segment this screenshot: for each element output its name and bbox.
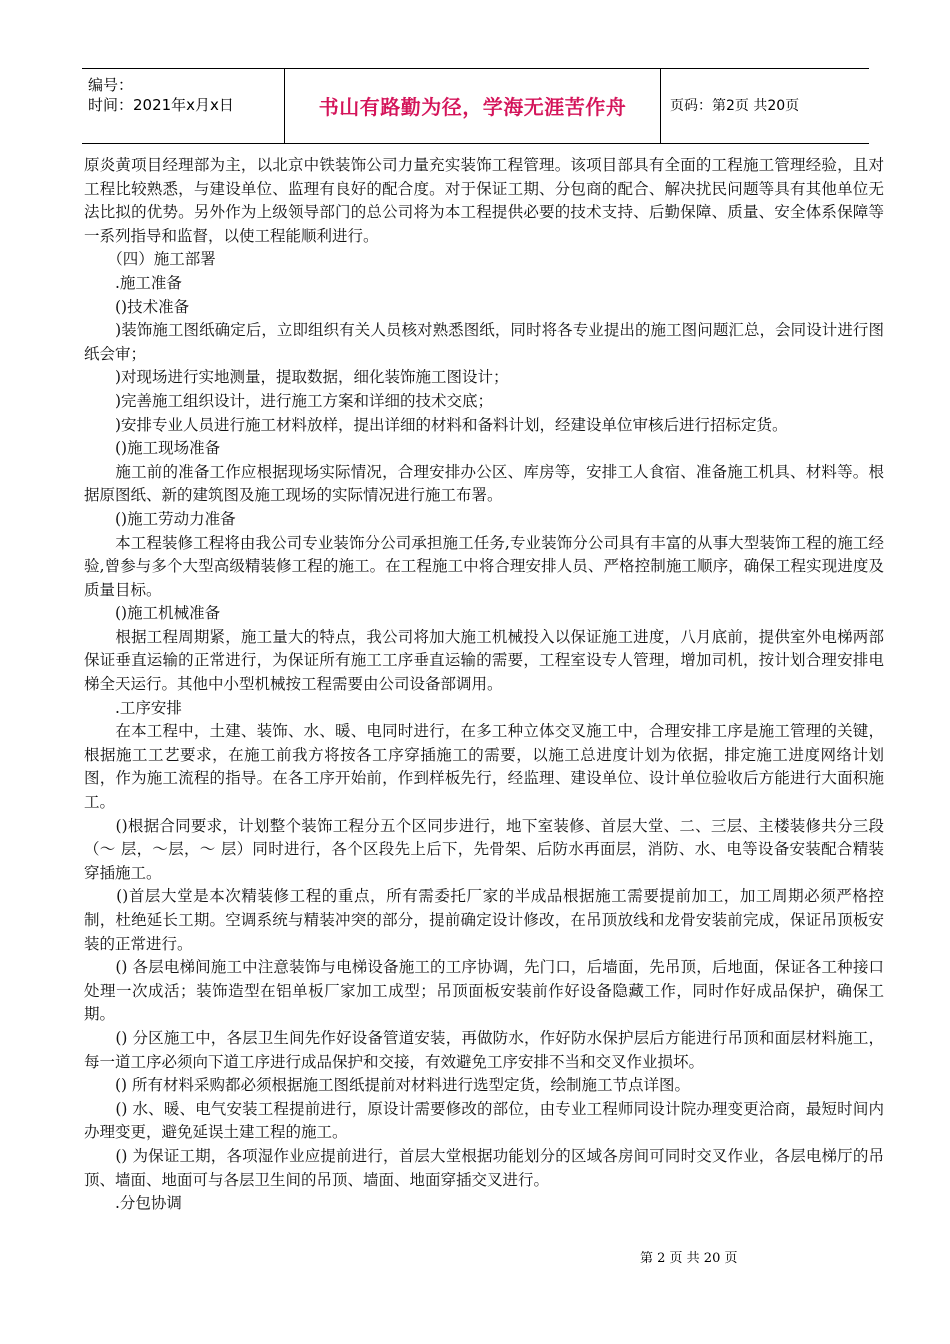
document-time-label: 时间：2021年x月x日 <box>88 96 234 114</box>
paragraph: () 为保证工期，各项湿作业应提前进行，首层大堂根据功能划分的区域各房间可同时交叉作业，各层电梯厅的吊顶、墙面、地面可与各层卫生间的吊顶、墙面、地面穿插交叉进行。 <box>84 1146 884 1189</box>
document-body <box>84 154 884 1216</box>
paragraph: 本工程装修工程将由我公司专业装饰分公司承担施工任务,专业装饰分公司具有丰富的从事大型装饰工程的施工经验,曾参与多个大型高级精装修工程的施工。在工程施工中将合理安排人员、严格控制施工顺序，确保工程实现进度及质量目标。 <box>84 533 884 599</box>
header-page-number: 页码：第2页 共20页 <box>670 98 800 114</box>
paragraph: () 分区施工中，各层卫生间先作好设备管道安装，再做防水，作好防水保护层后方能进行吊顶和面层材料施工，每一道工序必须向下道工序进行成品保护和交接，有效避免工序安排不当和交叉作业损坏。 <box>84 1028 884 1071</box>
paragraph: ()根据合同要求，计划整个装饰工程分五个区同步进行，地下室装修、首层大堂、二、三层、主楼装修共分三段（～ 层，～层，～ 层）同时进行，各个区段先上后下，先骨架、后防水再面层，消防、水、电等设备安装配合精装穿插施工。 <box>84 816 884 882</box>
header-meta <box>88 75 284 115</box>
page-header <box>82 68 869 144</box>
document-number-label: 编号： <box>88 76 134 94</box>
item-heading: ()技术准备 <box>84 297 190 316</box>
header-motto: 书山有路勤为径，学海无涯苦作舟 <box>318 95 627 119</box>
paragraph: () 所有材料采购都必须根据施工图纸提前对材料进行选型定货，绘制施工节点详图。 <box>84 1076 691 1095</box>
paragraph: 根据工程周期紧，施工量大的特点，我公司将加大施工机械投入以保证施工进度，八月底前，提供室外电梯两部保证垂直运输的正常进行，为保证所有施工工序垂直运输的需要，工程室设专人管理，增加司机，按计划合理安排电梯全天运行。其他中小型机械按工程需要由公司设备部调用。 <box>84 627 884 694</box>
page-footer: 第 2 页 共 20 页 <box>640 1251 738 1266</box>
subsection-heading: .施工准备 <box>84 273 182 292</box>
paragraph: )完善施工组织设计，进行施工方案和详细的技术交底； <box>84 391 494 410</box>
item-heading: ()施工现场准备 <box>84 439 221 458</box>
paragraph: )安排专业人员进行施工材料放样，提出详细的材料和备料计划，经建设单位审核后进行招标定货。 <box>84 415 788 434</box>
paragraph: () 各层电梯间施工中注意装饰与电梯设备施工的工序协调，先门口，后墙面，先吊顶，后地面，保证各工种接口处理一次成活；装饰造型在铝单板厂家加工成型；吊顶面板安装前作好设备隐藏工作，同时作好成品保护，确保工期。 <box>84 958 884 1024</box>
subsection-heading: .工序安排 <box>84 698 182 717</box>
paragraph: 原炎黄项目经理部为主，以北京中铁装饰公司力量充实装饰工程管理。该项目部具有全面的工程施工管理经验，且对工程比较熟悉，与建设单位、监理有良好的配合度。对于保证工期、分包商的配合、解决扰民问题等具有其他单位无法比拟的优势。另外作为上级领导部门的总公司将为本工程提供必要的技术支持、后勤保障、质量、安全体系保障等一系列指导和监督，以使工程能顺利进行。 <box>84 156 884 245</box>
paragraph: 在本工程中，土建、装饰、水、暖、电同时进行，在多工种立体交叉施工中，合理安排工序是施工管理的关键，根据施工工艺要求，在施工前我方将按各工序穿插施工的需要，以施工总进度计划为依据，排定施工进度网络计划图，作为施工流程的指导。在各工序开始前，作到样板先行，经监理、建设单位、设计单位验收后方能进行大面积施工。 <box>84 722 884 812</box>
paragraph: )装饰施工图纸确定后，立即组织有关人员核对熟悉图纸，同时将各专业提出的施工图问题汇总，会同设计进行图纸会审； <box>84 321 884 363</box>
paragraph: () 水、暖、电气安装工程提前进行，原设计需要修改的部位，由专业工程师同设计院办理变更洽商，最短时间内办理变更，避免延误土建工程的施工。 <box>84 1099 884 1142</box>
item-heading: ()施工机械准备 <box>84 604 221 623</box>
section-heading: （四）施工部署 <box>84 250 216 269</box>
subsection-heading: .分包协调 <box>84 1194 182 1213</box>
paragraph: ()首层大堂是本次精装修工程的重点，所有需委托厂家的半成品根据施工需要提前加工，加工周期必须严格控制，杜绝延长工期。空调系统与精装冲突的部分，提前确定设计修改，在吊顶放线和龙骨安装前完成，保证吊顶板安装的正常进行。 <box>84 887 884 953</box>
paragraph: )对现场进行实地测量，提取数据，细化装饰施工图设计； <box>84 368 509 387</box>
item-heading: ()施工劳动力准备 <box>84 509 236 528</box>
paragraph: 施工前的准备工作应根据现场实际情况，合理安排办公区、库房等，安排工人食宿、准备施工机具、材料等。根据原图纸、新的建筑图及施工现场的实际情况进行施工布署。 <box>84 462 884 505</box>
header-divider <box>660 69 661 143</box>
